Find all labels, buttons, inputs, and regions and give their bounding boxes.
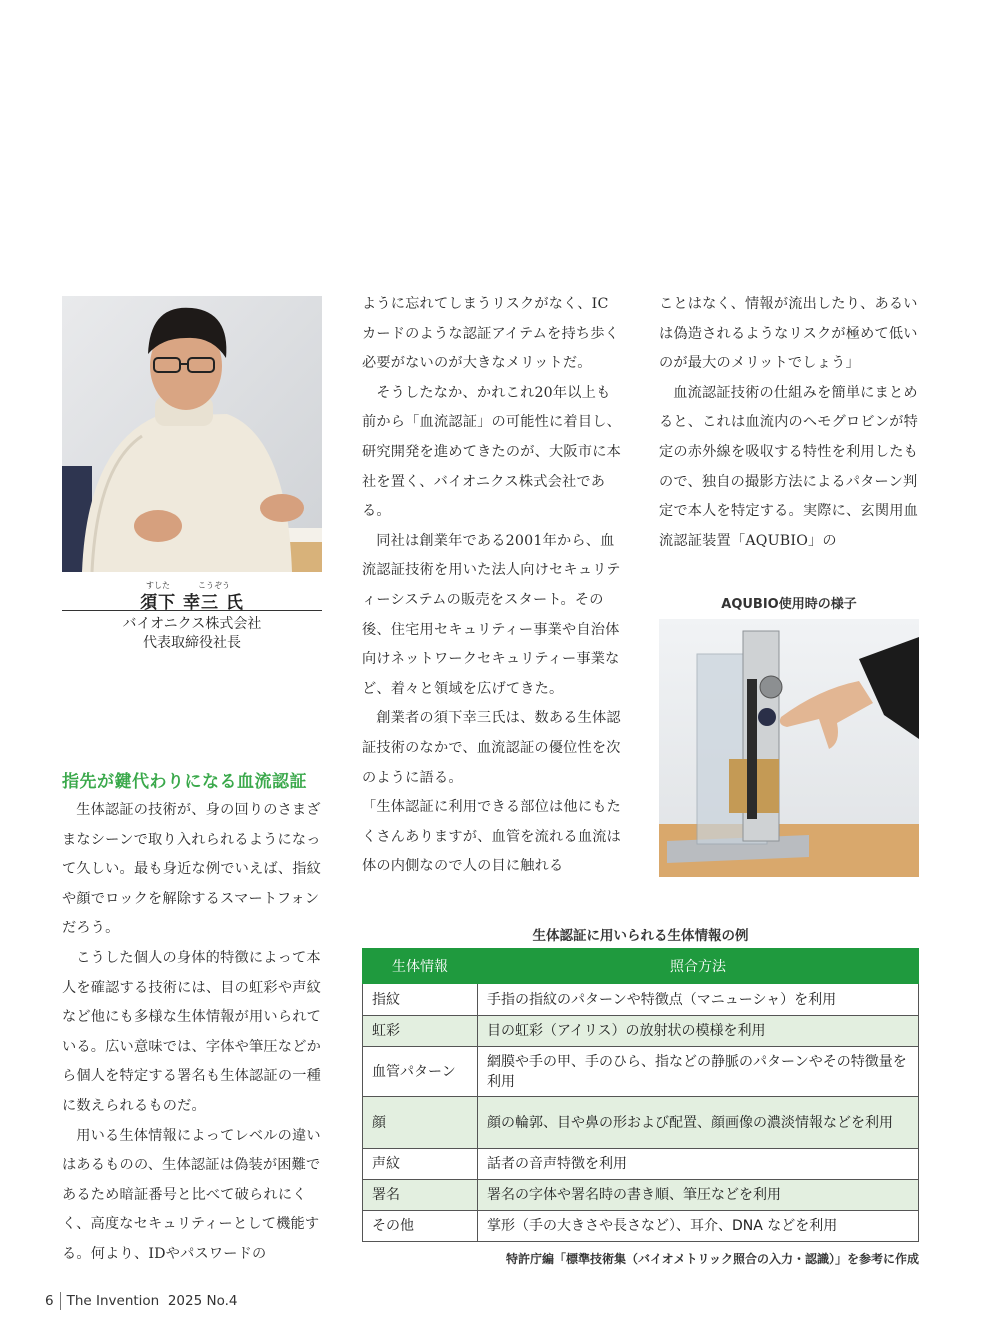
- table-cell: 署名: [363, 1180, 478, 1211]
- table-row: [363, 1047, 919, 1097]
- page-number: 6: [45, 1293, 54, 1309]
- table-row: [363, 1097, 919, 1149]
- paragraph: 生体認証の技術が、身の回りのさまざまなシーンで取り入れられるようになって久しい。最も身近な例でいえば、指紋や顔でロックを解除するスマートフォンだろう。: [62, 802, 321, 937]
- person-name: 須下 幸三 氏: [140, 593, 244, 613]
- table-cell: 署名の字体や署名時の書き順、筆圧などを利用: [478, 1180, 919, 1211]
- table-row: [363, 1211, 919, 1242]
- publication-name: The Invention 2025 No.4: [66, 1293, 238, 1309]
- affiliation-company: バイオニクス株式会社: [122, 616, 262, 632]
- paragraph: そうしたなか、かれこれ20年以上も前から「血流認証」の可能性に着目し、研究開発を進めてきたのが、大阪市に本社を置く、バイオニクス株式会社である。: [362, 384, 621, 520]
- table-title: 生体認証に用いられる生体情報の例: [532, 928, 749, 944]
- paragraph: 同社は創業年である2001年から、血流認証技術を用いた法人向けセキュリティーシステムの販売をスタート。その後、住宅用セキュリティー事業や自治体向けネットワークセキュリティー事業など、着々と領域を広げてきた。: [362, 532, 621, 697]
- table-cell: 掌形（手の大きさや長さなど）、耳介、DNA などを利用: [478, 1211, 919, 1242]
- table-cell: 指紋: [363, 984, 478, 1016]
- paragraph: ように忘れてしまうリスクがなく、ICカードのような認証アイテムを持ち歩く必要がないのが大きなメリットだ。: [362, 296, 619, 372]
- page-footer: [45, 1292, 237, 1310]
- biometric-table: [362, 948, 919, 1242]
- profile-caption: [62, 582, 322, 653]
- paragraph: 血流認証技術の仕組みを簡単にまとめると、これは血流内のヘモグロビンが特定の赤外線を吸収する特性を利用したもので、独自の撮影方法によるパターン判定で本人を特定する。実際に、玄関用血流認証装置「AQUBIO」の: [659, 384, 918, 549]
- photo-title: AQUBIO使用時の様子: [721, 597, 857, 612]
- name-row: [62, 582, 322, 611]
- paragraph: 用いる生体情報によってレベルの違いはあるものの、生体認証は偽装が困難であるため暗証番号と比べて破られにくく、高度なセキュリティーとして機能する。何より、IDやパスワードの: [62, 1127, 321, 1262]
- table-cell: 目の虹彩（アイリス）の放射状の模様を利用: [478, 1016, 919, 1047]
- paragraph: 創業者の須下幸三氏は、数ある生体認証技術のなかで、血流認証の優位性を次のように語る。: [362, 710, 621, 786]
- table-cell: 手指の指紋のパターンや特徴点（マニューシャ）を利用: [478, 984, 919, 1016]
- footer-divider: [60, 1292, 61, 1310]
- paragraph: こうした個人の身体的特徴によって本人を確認する技術には、目の虹彩や声紋など他にも多様な生体情報が用いられている。広い意味では、字体や筆圧などから個人を特定する署名も生体認証の一種に数えられるものだ。: [62, 949, 321, 1114]
- portrait-photo: [62, 296, 322, 572]
- table-header-cell: 照合方法: [478, 949, 919, 984]
- table-row: [363, 984, 919, 1016]
- text-column-2: [362, 290, 622, 882]
- text-column-1: [62, 796, 324, 1270]
- table-cell: 虹彩: [363, 1016, 478, 1047]
- table-row: [363, 1180, 919, 1211]
- table-cell: その他: [363, 1211, 478, 1242]
- ruby-family: すした: [146, 581, 170, 590]
- section-heading: 指先が鍵代わりになる血流認証: [62, 772, 307, 792]
- paragraph: ことはなく、情報が流出したり、あるいは偽造されるようなリスクが極めて低いのが最大のメリットでしょう」: [659, 296, 918, 372]
- table-header-cell: 生体情報: [363, 949, 478, 984]
- table-cell: 網膜や手の甲、手のひら、指などの静脈のパターンやその特徴量を利用: [478, 1047, 919, 1097]
- ruby-given: こうぞう: [198, 581, 230, 590]
- table-cell: 声紋: [363, 1149, 478, 1180]
- table-row: [363, 1149, 919, 1180]
- table-source-note: 特許庁編「標準技術集（バイオメトリック照合の入力・認識）」を参考に作成: [505, 1252, 919, 1266]
- affiliation-title: 代表取締役社長: [143, 635, 241, 651]
- table-cell: 血管パターン: [363, 1047, 478, 1097]
- table-cell: 話者の音声特徴を利用: [478, 1149, 919, 1180]
- table-cell: 顔の輪郭、目や鼻の形および配置、顔画像の濃淡情報などを利用: [478, 1097, 919, 1149]
- table-cell: 顔: [363, 1097, 478, 1149]
- text-column-3: [659, 290, 921, 556]
- paragraph: 「生体認証に利用できる部位は他にもたくさんありますが、血管を流れる血流は体の内側なので人の目に触れる: [362, 799, 621, 875]
- table-header-row: [363, 949, 919, 984]
- table-row: [363, 1016, 919, 1047]
- aqubio-photo: [659, 619, 919, 877]
